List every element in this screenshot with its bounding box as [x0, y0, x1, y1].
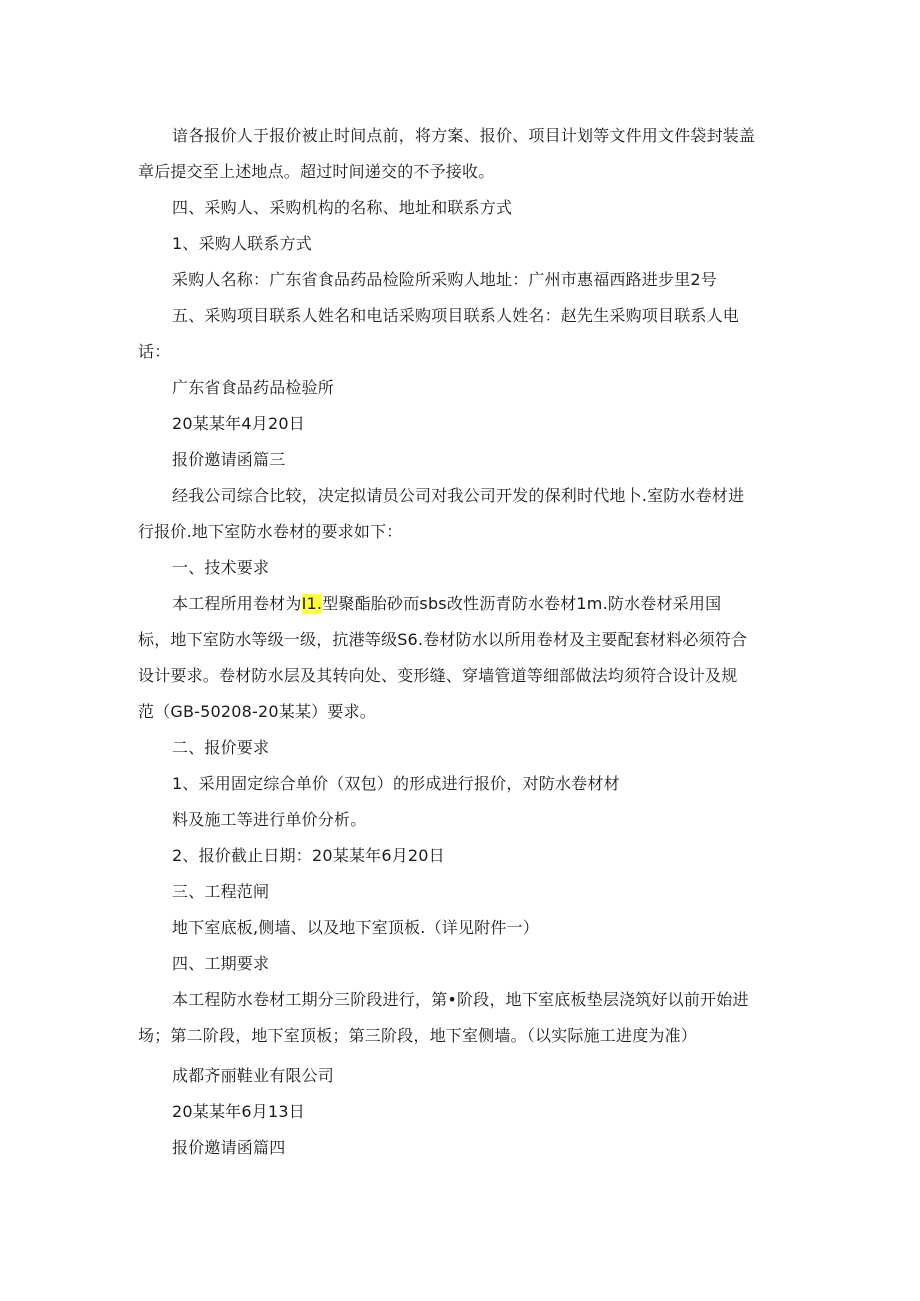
technical-line1-start: 本工程所用卷材为 [172, 594, 302, 613]
article-title-3: 报价邀请函篇三 [172, 450, 286, 469]
schedule-line1: 本工程防水卷材工期分三阶段进行，第•阶段，地下室底板垫层浇筑好以前开始进 [172, 990, 749, 1009]
paragraph-submission-line1: 谙各报价人于报价被止时间点前，将方案、报价、项目计划等文件用文件袋封装盖 [172, 126, 756, 145]
section-5-line1: 五、采购项目联系人姓名和电话采购项目联系人姓名：赵先生采购项目联系人电 [172, 306, 740, 325]
heading-scope: 三、工程范闸 [172, 882, 270, 901]
technical-line1-end: 型聚酯胎砂而sbs改性沥青防水卷材1m.防水卷材采用国 [322, 594, 722, 613]
technical-line1 [172, 594, 721, 614]
heading-technical-requirements: 一、技术要求 [172, 558, 270, 577]
section-4-heading: 四、采购人、采购机构的名称、地址和联系方式 [172, 198, 513, 217]
purchaser-name-address: 采购人名称：广东省食品药品检险所采购人地址：广州市惠福西路进步里2号 [172, 270, 717, 289]
technical-line2: 标，地下室防水等级一级，抗港等级S6.卷材防水以所用卷材及主要配套材料必须符合 [138, 630, 748, 649]
technical-line4: 范（GB-50208-20某某）要求。 [138, 702, 376, 721]
paragraph-submission-line2: 章后提交至上述地点。超过时间递交的不予接收。 [138, 162, 495, 181]
schedule-line2: 场；第二阶段，地下室顶板；第三阶段，地下室侧墙。（以实际施工进度为准） [138, 1026, 698, 1045]
signature-date-1: 20某某年4月20日 [172, 414, 305, 433]
heading-price-requirements: 二、报价要求 [172, 738, 270, 757]
technical-line3: 设计要求。卷材防水层及其转向处、变形缝、穿墙管道等细部做法均须符合设计及规 [138, 666, 738, 685]
price-item-1-line1: 1、采用固定综合单价（双包）的形成进行报价，对防水卷材材 [172, 774, 620, 793]
price-item-2: 2、报价截止日期：20某某年6月20日 [172, 846, 445, 865]
highlighted-text: I1. [301, 594, 323, 613]
signature-date-2: 20某某年6月13日 [172, 1102, 305, 1121]
signature-org-2: 成都齐丽鞋业有限公司 [172, 1066, 335, 1085]
price-item-1-line2: 料及施工等进行单价分析。 [172, 810, 367, 829]
heading-schedule: 四、工期要求 [172, 954, 270, 973]
intro-line1: 经我公司综合比较，决定拟请员公司对我公司开发的保利时代地卜.室防水卷材进 [172, 486, 745, 505]
section-5-line2: 话： [138, 342, 171, 361]
scope-text: 地下室底板,侧墙、以及地下室顶板.（详见附件一） [172, 918, 539, 937]
signature-org-1: 广东省食品药品检验所 [172, 378, 335, 397]
section-4-item-1: 1、采购人联系方式 [172, 234, 312, 253]
article-title-4: 报价邀请函篇四 [172, 1138, 286, 1157]
intro-line2: 行报价.地下室防水卷材的要求如下： [138, 522, 403, 541]
